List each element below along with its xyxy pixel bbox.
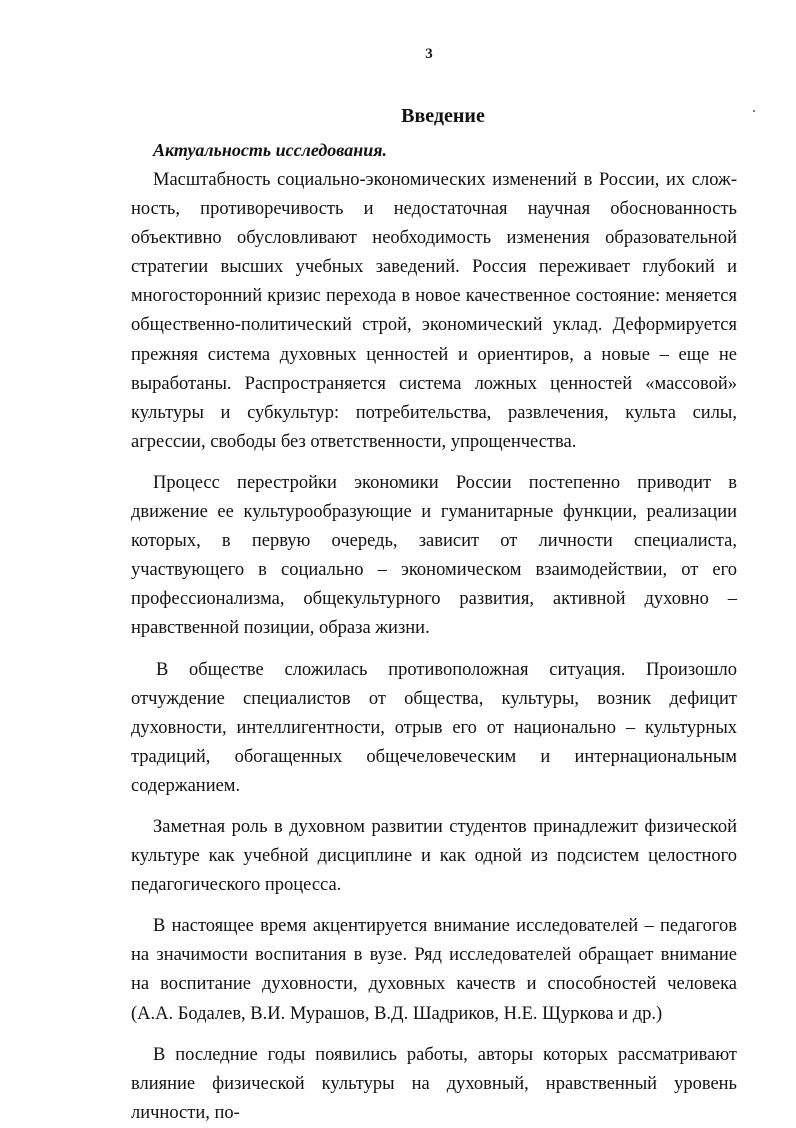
paragraph: Масштабность социально-экономических изменений в России, их сложность, противоречивость и недостаточная научная обоснованность объективно обусловливают необходимость изменения образовательной стратегии высших учебных заведений. Россия переживает глубокий и многосторонний кризис перехода в новое качественное состояние: меняется общественно-политический строй, экономический уклад. Деформируется прежняя система духовных ценностей и ориентиров, а новые – еще не выработаны. Распространяется система ложных ценностей «массовой» культуры и субкультур: потребительства, развлечения, культа силы, агрессии, свободы без ответственности, упрощенчества. — [131, 170, 737, 452]
paragraph: Процесс перестройки экономики России постепенно приводит в движение ее культурообразующие и гуманитарные функции, реализации которых, в первую очередь, зависит от личности специалиста, участвующего в социально – экономическом взаимодействии, от его профессионализма, общекультурного развития, активной духовно – нравственной позиции, образа жизни. — [131, 472, 737, 639]
paragraph: В обществе сложилась противоположная ситуация. Произошло отчуждение специалистов от общества, культуры, возник дефицит духовности, интеллигентности, отрыв его от национально – культурных традиций, обогащенных общечеловеческим и интернациональным содержанием. — [131, 659, 737, 796]
paragraph: В последние годы появились работы, авторы которых рассматривают влияние физической культуры на духовный, нравственный уровень личности, по- — [131, 1044, 737, 1123]
paragraph: Заметная роль в духовном развитии студентов принадлежит физической культуре как учебной дисциплине и как одной из подсистем целостного педагогического процесса. — [131, 816, 737, 896]
section-heading: Введение — [401, 105, 485, 127]
body-text — [131, 166, 737, 1128]
subsection-heading: Актуальность исследования. — [153, 140, 387, 160]
page-number: 3 — [425, 46, 433, 62]
paragraph: В настоящее время акцентируется внимание исследователей – педагогов на значимости воспитания в вузе. Ряд исследователей обращает внимание на воспитание духовности, духовных качеств и способностей человека (А.А. Бодалев, В.И. Мурашов, В.Д. Шадриков, Н.Е. Щуркова и др.) — [131, 916, 737, 1024]
